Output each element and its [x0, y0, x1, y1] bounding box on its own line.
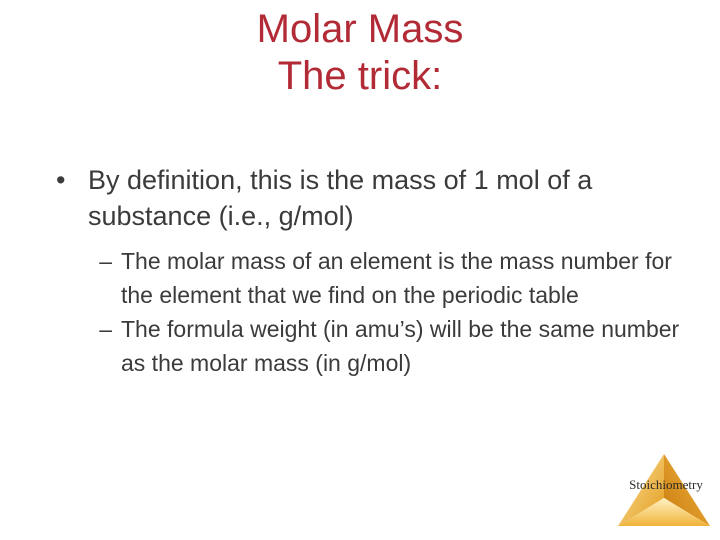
sub-marker: – — [99, 316, 112, 342]
title-line-1: Molar Mass — [256, 7, 464, 51]
logo-label: Stoichiometry — [629, 477, 703, 492]
sub-item — [56, 312, 686, 380]
sub-item-text: The formula weight (in amu’s) will be the same number as the molar mass (in g/mol) — [121, 316, 680, 376]
sub-item — [56, 244, 686, 312]
bullet-item — [56, 162, 686, 234]
title-line-2: The trick: — [277, 54, 443, 98]
slide-body — [56, 162, 686, 380]
sub-marker: – — [99, 248, 112, 274]
sub-item-text: The molar mass of an element is the mass number for the element that we find on the periodic table — [121, 248, 672, 308]
bullet-text: By definition, this is the mass of 1 mol of a substance (i.e., g/mol) — [88, 165, 593, 231]
slide-title — [0, 6, 720, 100]
stoichiometry-logo — [614, 452, 714, 528]
bullet-marker: • — [56, 165, 66, 195]
